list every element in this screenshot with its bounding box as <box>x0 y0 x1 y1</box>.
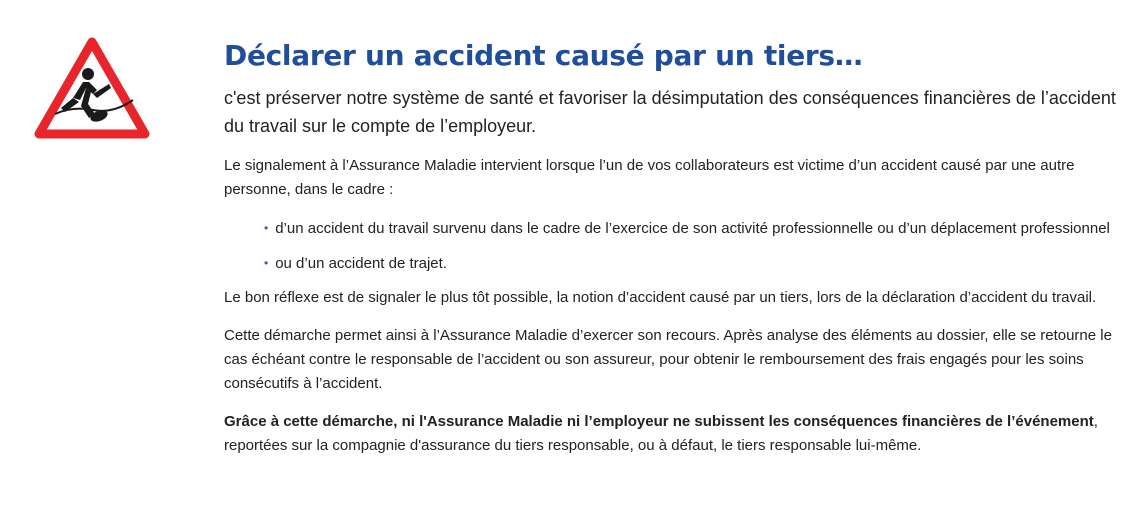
reflex-paragraph: Le bon réflexe est de signaler le plus tôt possible, la notion d’accident causé par un tiers, lors de la déclaration d’accident du travail. <box>224 289 1097 306</box>
list-item-text: ou d’un accident de trajet. <box>275 255 447 272</box>
conclusion-bold-text: Grâce à cette démarche, ni l'Assurance Maladie ni l’employeur ne subissent les conséquences financières de l’événement <box>224 413 1094 430</box>
list-item <box>264 251 1136 276</box>
accident-context-list <box>224 216 1136 276</box>
page-title: Déclarer un accident causé par un tiers… <box>224 39 863 72</box>
conclusion-text: , reportées sur la compagnie d'assurance du tiers responsable, ou à défaut, le tiers responsable lui-même. <box>224 413 1098 454</box>
bullet-dot-icon: • <box>264 221 269 235</box>
bullet-dot-icon: • <box>264 256 269 270</box>
list-item <box>264 216 1136 241</box>
list-item-text: d’un accident du travail survenu dans le cadre de l’exercice de son activité professionnelle ou d’un déplacement professionnel <box>275 220 1110 237</box>
intro-paragraph: Le signalement à l’Assurance Maladie intervient lorsque l’un de vos collaborateurs est victime d’un accident causé par une autre personne, dans le cadre : <box>224 157 1075 198</box>
falling-person-warning-sign-icon <box>33 36 151 142</box>
article-content <box>224 36 1136 458</box>
recourse-paragraph: Cette démarche permet ainsi à l’Assurance Maladie d’exercer son recours. Après analyse des éléments au dossier, elle se retourne le cas échéant contre le responsable de l’accident ou son assureur, pour obtenir le remboursement des frais engagés pour les soins consécutifs à l’accident. <box>224 327 1112 392</box>
lead-paragraph: c'est préserver notre système de santé et favoriser la désimputation des conséquences financières de l’accident du travail sur le compte de l’employeur. <box>224 88 1116 136</box>
conclusion-paragraph <box>224 410 1136 458</box>
